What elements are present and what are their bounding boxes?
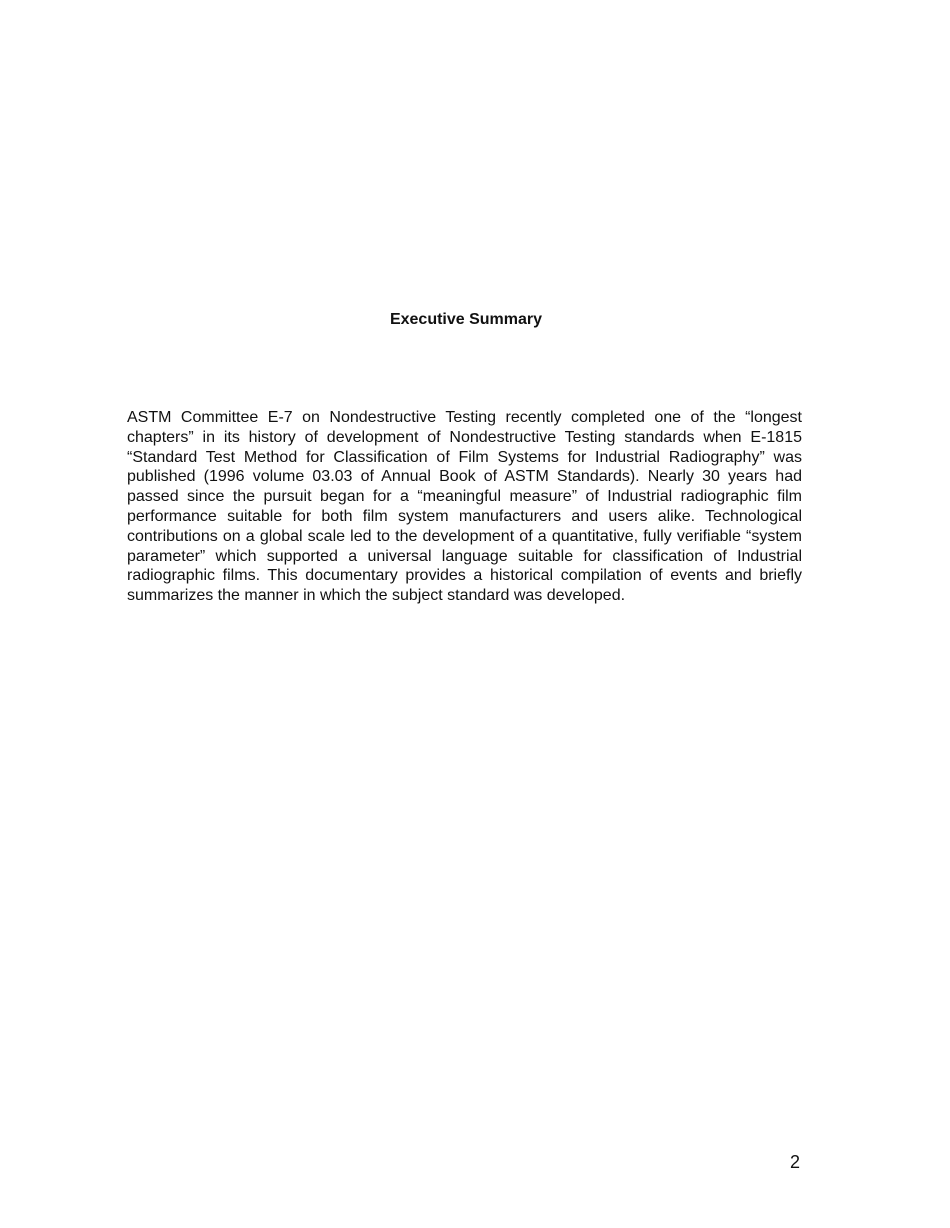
page-title: Executive Summary bbox=[389, 311, 543, 328]
summary-paragraph: ASTM Committee E-7 on Nondestructive Testing recently completed one of the “longest chapters” in its history of development of Nondestructive Testing standards when E-1815 “Standard Test Method for Classification of Film Systems for Industrial Radiography” was published (1996 volume 03.03 of Annual Book of ASTM Standards). Nearly 30 years had passed since the pursuit began for a “meaningful measure” of Industrial radiographic film performance suitable for both film system manufacturers and users alike. Technological contributions on a global scale led to the development of a quantitative, fully verifiable “system parameter” which supported a universal language suitable for classification of Industrial radiographic films. This documentary provides a historical compilation of events and briefly summarizes the manner in which the subject standard was developed. bbox=[127, 409, 802, 605]
page-number: 2 bbox=[789, 1152, 800, 1172]
